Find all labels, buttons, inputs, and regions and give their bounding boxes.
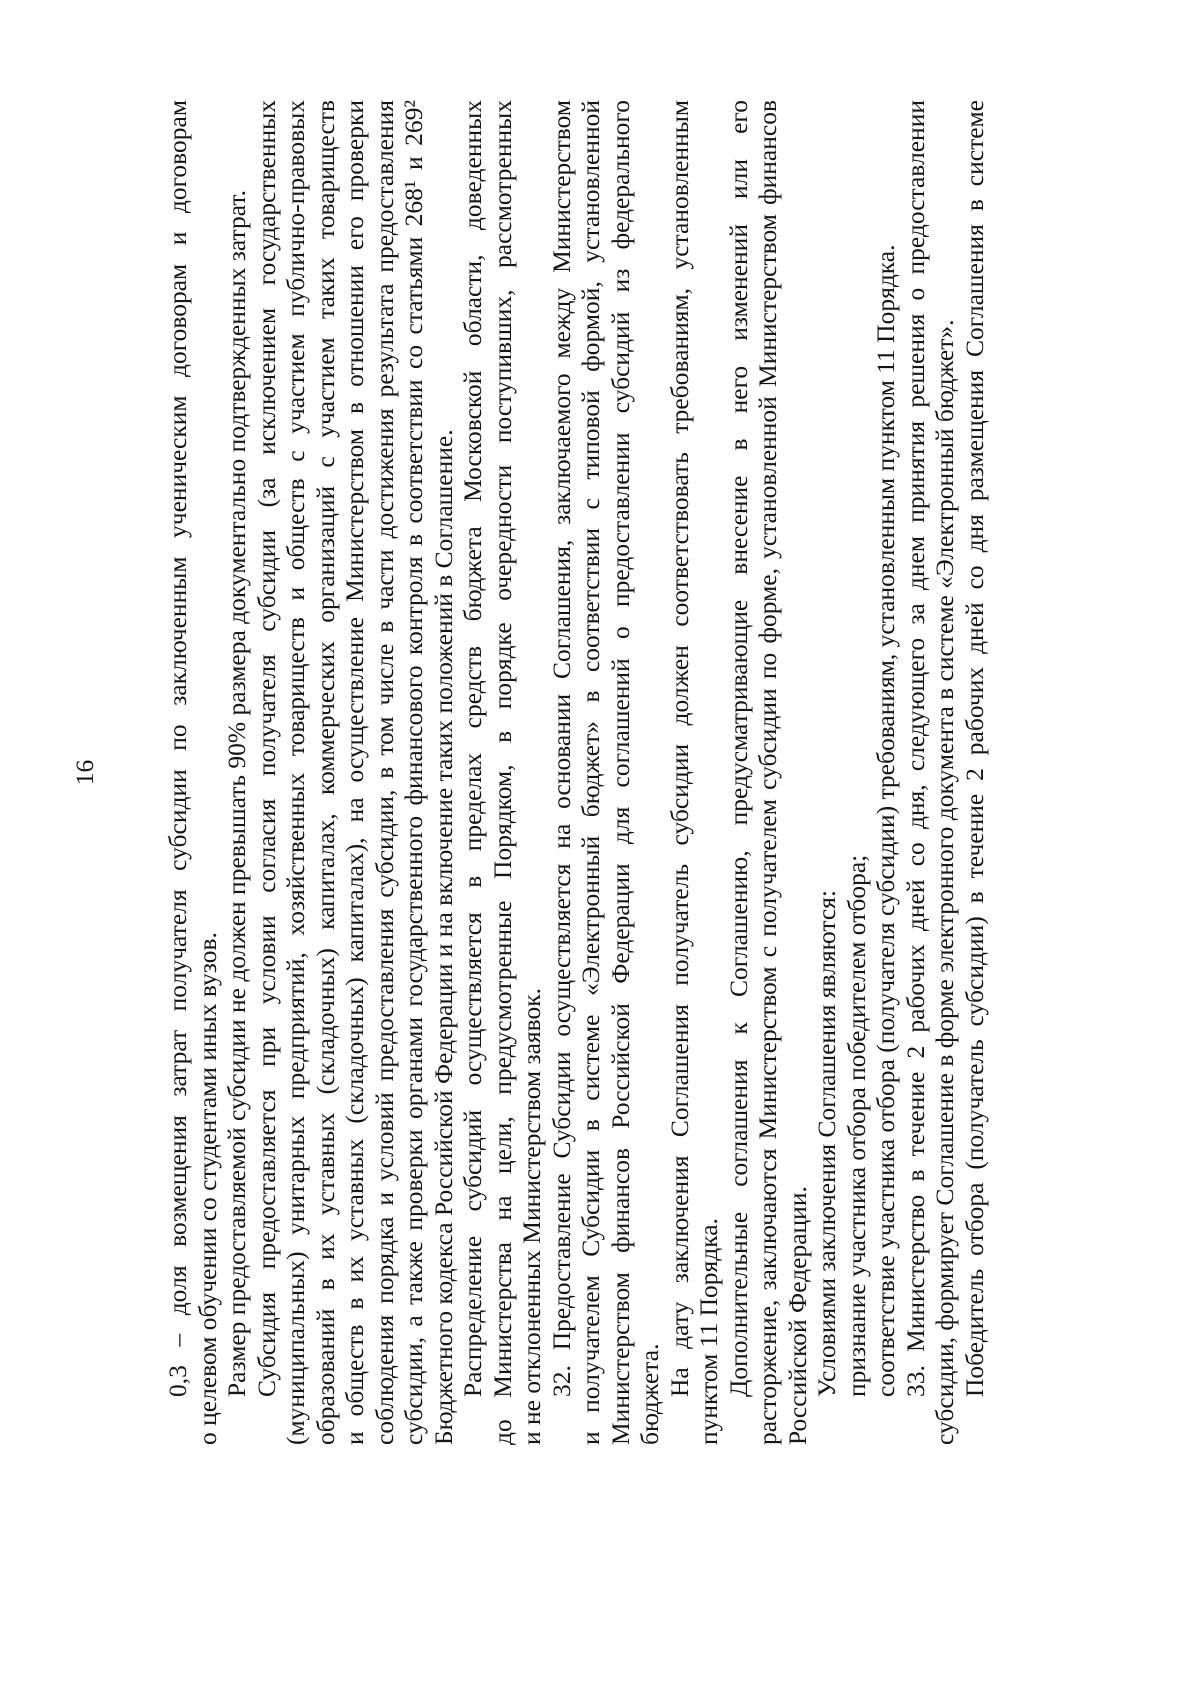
text-line: образований в их уставных (складочных) капиталах, коммерческих организаций с участием таких товариществ	[310, 100, 340, 1445]
text-line: бюджета.	[635, 1343, 664, 1445]
text-line: На дату заключения Соглашения получатель субсидии должен соответствовать требованиям, установленным	[664, 100, 694, 1397]
text-line: Бюджетного кодекса Российской Федерации и на включение таких положений в Соглашение.	[428, 429, 458, 1445]
text-line: (муниципальных) унитарных предприятий, хозяйственных товариществ и обществ с участием публично-правовых	[281, 100, 310, 1445]
text-line: 33. Министерство в течение 2 рабочих дней со дня, следующего за днем принятия решения о предоставлении	[900, 100, 930, 1397]
paragraph	[665, 100, 724, 1445]
text-line: пунктом 11 Порядка.	[694, 1218, 723, 1445]
text-line: Субсидия предоставляется при условии согласия получателя субсидии (за исключением государственных	[251, 100, 281, 1397]
text-line: соблюдения порядка и условий предоставления субсидии, в том числе в части достижения результата предоставления	[369, 100, 399, 1445]
text-line: до Министерства на цели, предусмотренные Порядком, в порядке очередности поступивших, рассмотренных	[487, 100, 517, 1445]
paragraph	[458, 100, 547, 1445]
text-line: 0,3 – доля возмещения затрат получателя субсидии по заключенным ученическим договорам и договорам	[163, 100, 192, 1397]
paragraph	[252, 100, 459, 1445]
text-line: и обществ в их уставных (складочных) капиталах), на осуществление Министерством в отношении его проверки	[340, 100, 369, 1445]
paragraph	[842, 100, 872, 1445]
paragraph	[901, 100, 960, 1445]
text-line: субсидии, формирует Соглашение в форме электронного документа в системе «Электронный бюджет».	[930, 319, 959, 1445]
text-line: признание участника отбора победителем отбора;	[841, 854, 871, 1397]
paragraph	[871, 100, 901, 1445]
text-line: и не отклоненных Министерством заявок.	[517, 987, 546, 1445]
text-line: Условиями заключения Соглашения являются:	[812, 890, 841, 1397]
paragraph	[222, 100, 252, 1445]
text-line: о целевом обучении со студентами иных вузов.	[192, 932, 222, 1445]
text-line: Дополнительные соглашения к Соглашению, предусматривающие внесение в него изменений или его	[723, 100, 753, 1397]
text-line: Министерством финансов Российской Федерации для соглашений о предоставлении субсидий из федерального	[605, 100, 635, 1445]
text-line: и получателем Субсидии в системе «Электронный бюджет» в соответствии с типовой формой, установленной	[576, 100, 605, 1445]
paragraph	[547, 100, 665, 1445]
text-line: соответствие участника отбора (получателя субсидии) требованиям, установленным пунктом 11 Порядка.	[871, 244, 900, 1397]
paragraph	[960, 100, 990, 1445]
paragraph	[812, 100, 842, 1445]
text-line: 32. Предоставление Субсидии осуществляется на основании Соглашения, заключаемого между Министерством	[546, 100, 576, 1397]
document-body	[163, 100, 989, 1445]
paragraph	[163, 100, 222, 1445]
text-line: Победитель отбора (получатель субсидии) в течение 2 рабочих дней со дня размещения Соглашения в системе	[959, 100, 989, 1397]
text-line: расторжение, заключаются Министерством с получателем субсидии по форме, установленной Министерством финансов	[753, 100, 782, 1445]
text-line: Размер предоставляемой субсидии не должен превышать 90% размера документально подтвержденных затрат.	[222, 190, 251, 1397]
page-number: 16	[70, 759, 99, 786]
text-line: Российской Федерации.	[782, 1186, 812, 1445]
paragraph	[724, 100, 813, 1445]
text-line: субсидии, а также проверки органами государственного финансового контроля в соответствии со статьями 268¹ и 269²	[399, 100, 428, 1445]
text-line: Распределение субсидий осуществляется в пределах средств бюджета Московской области, доведенных	[458, 100, 487, 1397]
